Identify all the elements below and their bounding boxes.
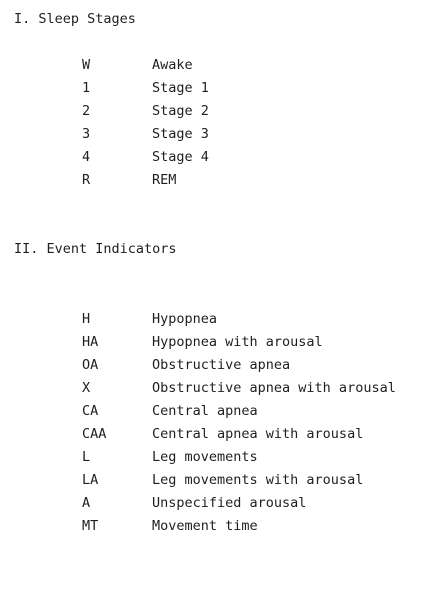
event-code: A — [82, 495, 91, 511]
stage-label: Awake — [152, 57, 193, 73]
event-code: MT — [82, 518, 99, 534]
event-code: LA — [82, 472, 99, 488]
event-label: Obstructive apnea — [152, 357, 291, 373]
event-indicator-row — [0, 471, 428, 494]
section-heading-event-indicators: II. Event Indicators — [14, 241, 177, 257]
sleep-stage-row — [0, 56, 428, 79]
event-code: HA — [82, 334, 99, 350]
event-code: X — [82, 380, 91, 396]
stage-label: Stage 1 — [152, 80, 209, 96]
event-indicator-list — [0, 310, 428, 540]
stage-code: 1 — [82, 80, 91, 96]
sleep-stage-row — [0, 102, 428, 125]
event-label: Leg movements with arousal — [152, 472, 364, 488]
event-indicator-row — [0, 494, 428, 517]
sleep-stage-row — [0, 125, 428, 148]
event-indicator-row — [0, 448, 428, 471]
stage-label: Stage 3 — [152, 126, 209, 142]
stage-code: 4 — [82, 149, 91, 165]
stage-label: Stage 2 — [152, 103, 209, 119]
event-indicator-row — [0, 379, 428, 402]
stage-code: R — [82, 172, 91, 188]
event-indicator-row — [0, 310, 428, 333]
section-heading-sleep-stages: I. Sleep Stages — [14, 11, 136, 27]
event-indicator-row — [0, 425, 428, 448]
event-indicator-row — [0, 517, 428, 540]
event-label: Leg movements — [152, 449, 258, 465]
event-label: Obstructive apnea with arousal — [152, 380, 396, 396]
sleep-stage-row — [0, 79, 428, 102]
event-code: CA — [82, 403, 99, 419]
stage-label: REM — [152, 172, 177, 188]
event-code: OA — [82, 357, 99, 373]
sleep-stage-row — [0, 171, 428, 194]
stage-code: W — [82, 57, 91, 73]
event-indicator-row — [0, 356, 428, 379]
event-code: L — [82, 449, 91, 465]
sleep-stage-row — [0, 148, 428, 171]
event-label: Hypopnea — [152, 311, 218, 327]
sleep-stage-list — [0, 56, 428, 194]
event-label: Central apnea — [152, 403, 258, 419]
event-label: Central apnea with arousal — [152, 426, 364, 442]
event-indicator-row — [0, 333, 428, 356]
event-code: CAA — [82, 426, 107, 442]
event-label: Hypopnea with arousal — [152, 334, 323, 350]
event-indicator-row — [0, 402, 428, 425]
event-code: H — [82, 311, 91, 327]
stage-code: 3 — [82, 126, 91, 142]
event-label: Unspecified arousal — [152, 495, 307, 511]
event-label: Movement time — [152, 518, 258, 534]
stage-label: Stage 4 — [152, 149, 209, 165]
stage-code: 2 — [82, 103, 91, 119]
